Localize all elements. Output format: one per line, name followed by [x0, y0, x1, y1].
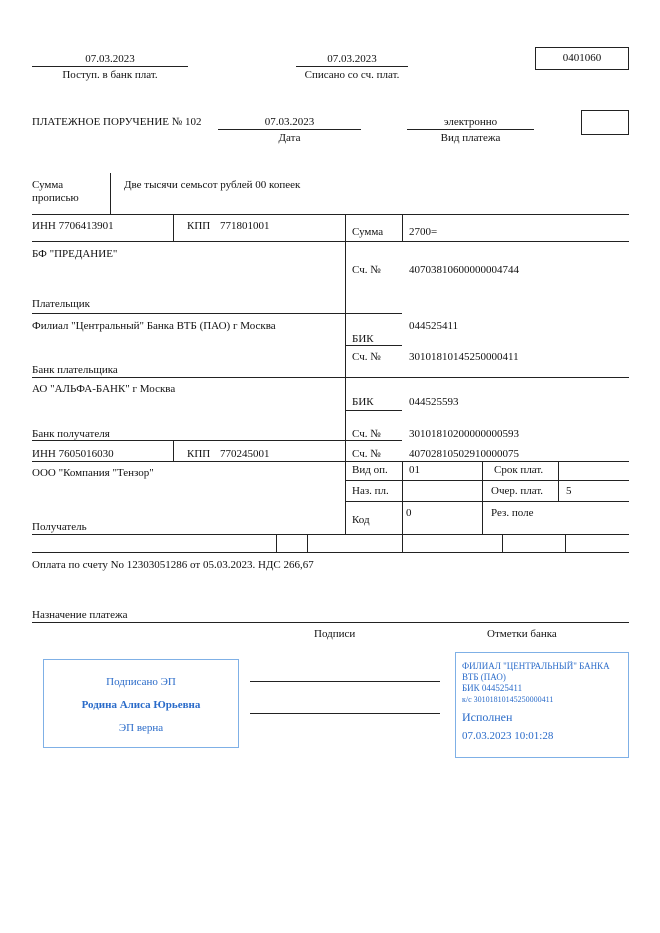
- payer-inn: ИНН 7706413901: [32, 220, 114, 232]
- payee-bank-name: АО "АЛЬФА-БАНК" г Москва: [32, 383, 176, 395]
- signature-stamp-line1: Подписано ЭП: [106, 676, 176, 688]
- payer-bank-name: Филиал "Центральный" Банка ВТБ (ПАО) г Москва: [32, 320, 276, 332]
- grid-vline-345: [345, 214, 346, 534]
- grid-vline-b3: [402, 534, 403, 552]
- purpose-text: Оплата по счету No 12303051286 от 05.03.2023. НДС 266,67: [32, 559, 314, 571]
- grid-line-345: [345, 345, 402, 346]
- ocher: 5: [566, 485, 572, 497]
- payment-type-line: [407, 129, 534, 130]
- bank-stamp-line4: к/с 30101810145250000411: [462, 695, 554, 704]
- bank-stamp-line3: БИК 044525411: [462, 683, 523, 693]
- grid-line-501: [345, 501, 629, 502]
- payer-account: 40703810600000004744: [409, 264, 519, 276]
- grid-vline-b5: [565, 534, 566, 552]
- grid-vline-402: [402, 214, 403, 241]
- amount-words-value: Две тысячи семьсот рублей 00 копеек: [124, 179, 301, 191]
- payee-bank-label: Банк получателя: [32, 428, 110, 440]
- amount-words-label-2: прописью: [32, 192, 79, 204]
- bank-received-label: Поступ. в банк плат.: [62, 69, 158, 81]
- order-date: 07.03.2023: [264, 116, 315, 128]
- signature-line-2: [250, 713, 440, 714]
- grid-vline-402b: [402, 461, 403, 534]
- vid-op-label: Вид оп.: [352, 464, 388, 476]
- payer-kpp-label: КПП: [187, 220, 211, 232]
- signature-line-1: [250, 681, 440, 682]
- sum-label: Сумма: [352, 226, 384, 238]
- payer-name: БФ "ПРЕДАНИЕ": [32, 248, 118, 260]
- bank-received-date: 07.03.2023: [85, 53, 135, 65]
- payer-corr: 30101810145250000411: [409, 351, 519, 363]
- payment-type: электронно: [443, 116, 498, 128]
- purpose-line: [32, 622, 629, 623]
- payee-bik: 044525593: [409, 396, 459, 408]
- sum-value: 2700=: [409, 226, 438, 238]
- payee-corr: 30101810200000000593: [409, 428, 519, 440]
- form-code-box: [535, 47, 629, 70]
- debited-label: Списано со сч. плат.: [304, 69, 400, 81]
- purpose-label: Назначение платежа: [32, 609, 128, 621]
- grid-line-377: [32, 377, 629, 378]
- order-date-label: Дата: [278, 132, 301, 144]
- payment-type-code-box: [581, 110, 629, 135]
- payee-kpp-label: КПП: [187, 448, 211, 460]
- naz-label: Наз. пл.: [352, 485, 389, 497]
- bank-stamp-line1: ФИЛИАЛ "ЦЕНТРАЛЬНЫЙ" БАНКА: [462, 661, 610, 671]
- signatures-label: Подписи: [314, 628, 356, 640]
- vid-op: 01: [409, 464, 420, 476]
- payer-account-label: Сч. №: [352, 264, 381, 276]
- bank-stamp-line2: ВТБ (ПАО): [462, 672, 506, 682]
- bank-stamp: [455, 652, 629, 758]
- amount-words-label-1: Сумма: [32, 179, 64, 191]
- grid-line-410: [345, 410, 402, 411]
- payee-kpp: 770245001: [220, 448, 270, 460]
- rez-label: Рез. поле: [491, 507, 534, 519]
- grid-line-313: [32, 313, 402, 314]
- grid-line-440: [32, 440, 402, 441]
- grid-line-480: [345, 480, 629, 481]
- kod-label: Код: [352, 514, 370, 526]
- payer-bank-label: Банк плательщика: [32, 364, 118, 376]
- bank-marks-label: Отметки банка: [487, 628, 557, 640]
- grid-line-461: [32, 461, 629, 462]
- payee-account: 40702810502910000075: [409, 448, 519, 460]
- bank-stamp-datetime: 07.03.2023 10:01:28: [462, 730, 554, 742]
- kod: 0: [406, 507, 412, 519]
- grid-vline-b4: [502, 534, 503, 552]
- payer-kpp: 771801001: [220, 220, 270, 232]
- payee-inn: ИНН 7605016030: [32, 448, 114, 460]
- payee-corr-label: Сч. №: [352, 428, 381, 440]
- grid-vline-b1: [276, 534, 277, 552]
- grid-vline-173a: [173, 214, 174, 241]
- amount-words-divider: [110, 173, 111, 214]
- bank-stamp-status: Исполнен: [462, 710, 513, 724]
- order-date-line: [218, 129, 361, 130]
- payee-bik-label: БИК: [352, 396, 374, 408]
- payer-bik-label: БИК: [352, 333, 374, 345]
- debited-date: 07.03.2023: [327, 53, 377, 65]
- grid-vline-558: [558, 461, 559, 501]
- payer-corr-label: Сч. №: [352, 351, 381, 363]
- debited-line: [296, 66, 408, 67]
- grid-line-214: [32, 214, 629, 215]
- grid-line-552: [32, 552, 629, 553]
- signer-name: Родина Алиса Юрьевна: [81, 699, 201, 711]
- grid-line-241: [32, 241, 629, 242]
- payer-label: Плательщик: [32, 298, 90, 310]
- grid-vline-173b: [173, 440, 174, 461]
- payer-bik: 044525411: [409, 320, 459, 332]
- srok-label: Срок плат.: [494, 464, 544, 476]
- payee-label: Получатель: [32, 521, 87, 533]
- grid-vline-482: [482, 461, 483, 534]
- ocher-label: Очер. плат.: [491, 485, 544, 497]
- payee-name: ООО "Компания "Тензор": [32, 467, 154, 479]
- form-code: 0401060: [562, 52, 602, 64]
- payment-type-label: Вид платежа: [440, 132, 501, 144]
- grid-line-534: [32, 534, 629, 535]
- order-title: ПЛАТЕЖНОЕ ПОРУЧЕНИЕ № 102: [32, 116, 202, 128]
- signature-stamp-line3: ЭП верна: [118, 722, 164, 734]
- signature-stamp: [43, 659, 239, 748]
- grid-vline-b2: [307, 534, 308, 552]
- payee-account-label: Сч. №: [352, 448, 381, 460]
- bank-received-line: [32, 66, 188, 67]
